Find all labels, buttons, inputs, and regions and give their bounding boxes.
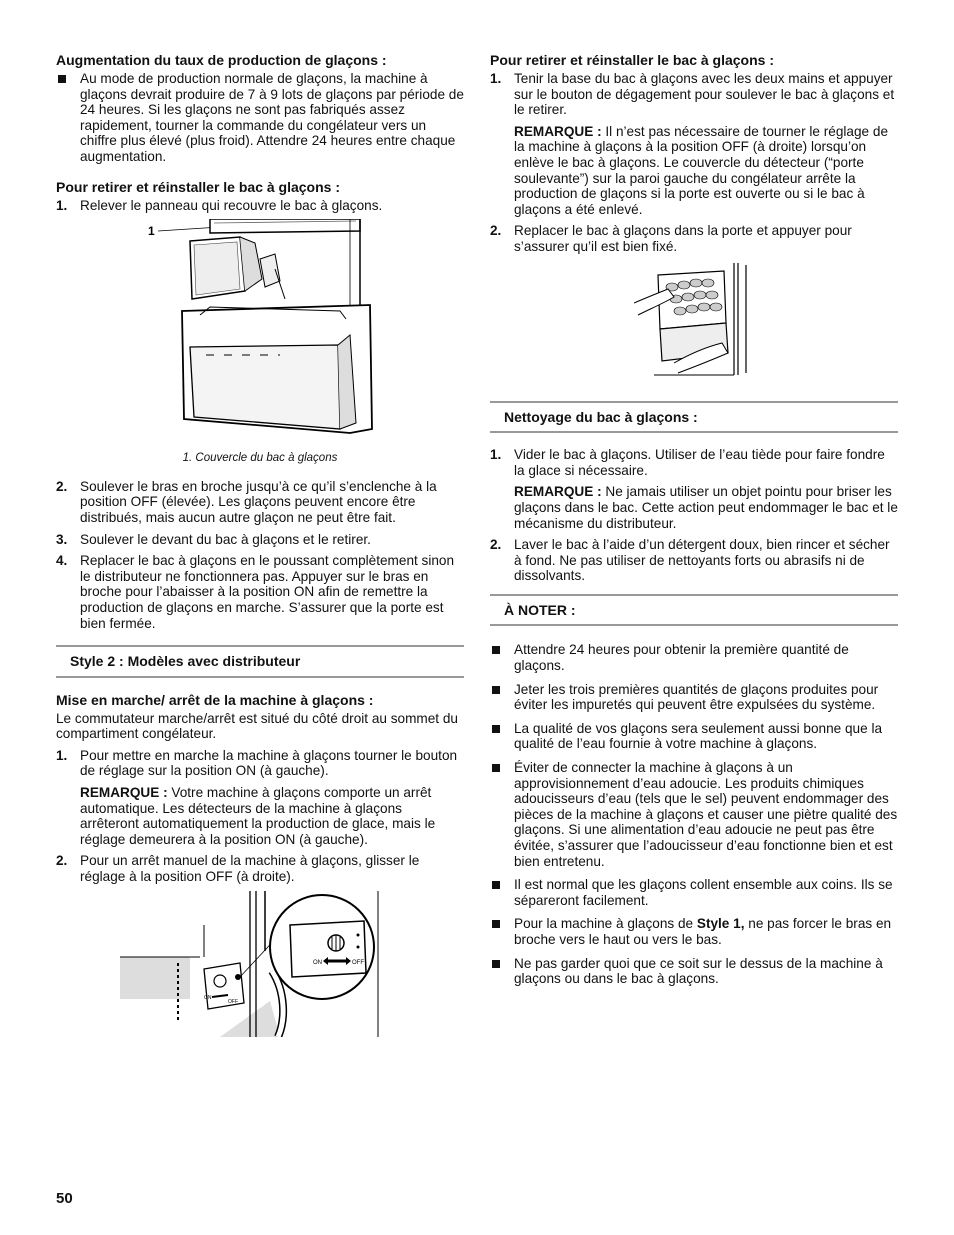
on-off-switch-illustration xyxy=(120,891,400,1037)
bullet-square-icon xyxy=(492,764,500,772)
step-text: Replacer le bac à glaçons dans la porte et appuyer pour s’assurer qu’il est bien fixé. xyxy=(514,223,852,254)
step-number: 2. xyxy=(490,223,502,239)
note-label: REMARQUE : xyxy=(514,123,602,139)
bullet-text: Éviter de connecter la machine à glaçons à un approvisionnement d’eau adoucie. Les produits chimiques adoucisseurs d’eau (tels que le sel) peuvent endommager des pièces de la machine à glaçons et causer une piètre qualité des glaçons. Si une alimentation d’eau adoucie ne peut pas être évitée, s’assurer que l’adoucisseur d’eau fonctionne bien et est bien entretenu. xyxy=(514,760,898,869)
off-label: OFF xyxy=(352,959,364,966)
notes-heading: À NOTER : xyxy=(490,594,898,627)
step-1 xyxy=(56,198,464,214)
step-text: Soulever le bras en broche jusqu’à ce qu’il s’enclenche à la position OFF (élevée). Les glaçons peuvent encore être distribués, mais aucun autre glaçon ne peut être fait. xyxy=(80,478,437,525)
bullet-text: Attendre 24 heures pour obtenir la première quantité de glaçons. xyxy=(514,642,849,674)
note-text: Ne jamais utiliser un objet pointu pour briser les glaçons dans le bac. Cette action peut endommager le bac et le mécanisme du distributeur. xyxy=(514,484,898,531)
section-title-remove-bin: Pour retirer et réinstaller le bac à glaçons : xyxy=(56,178,340,195)
ice-bin-cover-illustration xyxy=(110,219,410,447)
step-3 xyxy=(56,532,464,548)
note-text: Votre machine à glaçons comporte un arrêt automatique. Les détecteurs de la machine à glaçons arrêteront automatiquement la production de glace, mais le réglage demeurera à la position ON (à gauche). xyxy=(80,785,436,847)
list-item xyxy=(56,71,464,165)
bullet-square-icon xyxy=(58,75,66,83)
step-number: 1. xyxy=(490,71,502,86)
bullet-text: Jeter les trois premières quantités de glaçons produites pour éviter les impuretés qui peuvent être expulsées du système. xyxy=(514,681,879,713)
figure-caption: 1. Couvercle du bac à glaçons xyxy=(182,452,338,465)
on-off-intro: Le commutateur marche/arrêt est situé du côté droit au sommet du compartiment congélateur. xyxy=(56,710,458,742)
style2-heading: Style 2 : Modèles avec distributeur xyxy=(56,645,464,678)
bullet-text: Il est normal que les glaçons collent ensemble aux coins. Ils se sépareront facilement. xyxy=(514,877,893,908)
left-column xyxy=(56,52,464,1037)
step-number: 4. xyxy=(56,553,68,569)
bullet-square-icon xyxy=(492,646,500,654)
list-item xyxy=(490,721,898,752)
step-1 xyxy=(56,748,464,848)
bullet-square-icon xyxy=(492,881,500,889)
note xyxy=(514,124,898,218)
note-label: REMARQUE : xyxy=(514,484,602,500)
step-text: Pour un arrêt manuel de la machine à glaçons, glisser le réglage à la position OFF (à droite). xyxy=(80,853,420,885)
bullet-square-icon xyxy=(492,686,500,694)
list-item xyxy=(490,682,898,713)
note-label: REMARQUE : xyxy=(80,785,168,801)
note-text: Il n’est pas nécessaire de tourner le réglage de la machine à glaçons à la position OFF (à droite) lorsqu’on enlève le bac à glaçons. Le couvercle du détecteur (“porte soulevante”) sur la paroi gauche du congélateur arrête la production de glaçons si la porte est ouverte ou si le bac à glaçons a été enlevé. xyxy=(514,123,889,217)
list-item xyxy=(490,956,898,987)
off-label-small: OFF xyxy=(228,998,238,1005)
page-number: 50 xyxy=(56,1190,73,1207)
on-label-small: ON xyxy=(204,994,212,1001)
bullet-text: La qualité de vos glaçons sera seulement aussi bonne que la qualité de l’eau fournie à votre machine à glaçons. xyxy=(514,720,883,752)
on-label: ON xyxy=(313,959,322,966)
ice-bin-removal-illustration xyxy=(634,263,754,379)
bullet-bold-text: Style 1, xyxy=(696,916,745,932)
step-number: 1. xyxy=(490,447,502,463)
step-number: 3. xyxy=(56,531,68,547)
step-2 xyxy=(56,479,464,526)
step-text: Laver le bac à l’aide d’un détergent doux, bien rincer et sécher à fond. Ne pas utiliser de nettoyants forts ou abrasifs ni de dissolvants. xyxy=(514,537,890,584)
step-text: Pour mettre en marche la machine à glaçons tourner le bouton de réglage sur la position ON (à gauche). xyxy=(80,747,458,779)
note xyxy=(514,484,898,531)
cleaning-heading: Nettoyage du bac à glaçons : xyxy=(490,401,898,434)
note xyxy=(80,785,464,847)
step-number: 2. xyxy=(56,478,68,494)
bullet-text: ne pas forcer le bras en broche vers le haut ou vers le bas. xyxy=(514,916,892,947)
step-4 xyxy=(56,553,464,631)
figure-callout-1: 1 xyxy=(148,224,155,239)
step-text: Relever le panneau qui recouvre le bac à glaçons. xyxy=(80,197,383,213)
step-text: Replacer le bac à glaçons en le poussant complètement sinon le distributeur ne fonctionnera pas. Appuyer sur le bras en broche pour l’abaisser à la position ON afin de remettre la production de glaçons en marche. S’assurer que la porte est bien fermée. xyxy=(80,553,455,631)
bullet-square-icon xyxy=(492,725,500,733)
bullet-text: Pour la machine à glaçons de xyxy=(514,916,697,932)
section-title-remove-bin-style2: Pour retirer et réinstaller le bac à glaçons : xyxy=(490,52,774,68)
step-text: Soulever le devant du bac à glaçons et le retirer. xyxy=(80,531,371,547)
step-1 xyxy=(490,71,898,217)
list-item xyxy=(490,642,898,673)
right-column xyxy=(490,52,898,995)
step-2 xyxy=(490,223,898,254)
step-text: Tenir la base du bac à glaçons avec les deux mains et appuyer sur le bouton de dégagement pour soulever le bac à glaçons et le retirer. xyxy=(514,71,895,118)
bullet-square-icon xyxy=(492,960,500,968)
step-number: 1. xyxy=(56,747,68,763)
bullet-text: Au mode de production normale de glaçons, la machine à glaçons devrait produire de 7 à 9 lots de glaçons par période de 24 heures. Si les glaçons ne sont pas fabriqués assez rapidement, tourner la commande du congélateur vers un chiffre plus élevé (plus froid). Attendre 24 heures entre chaque augmentation. xyxy=(80,71,464,164)
step-number: 1. xyxy=(56,197,68,213)
step-1 xyxy=(490,447,898,531)
step-number: 2. xyxy=(56,853,68,869)
list-item xyxy=(490,760,898,869)
step-number: 2. xyxy=(490,537,502,553)
section-title-increase-production: Augmentation du taux de production de glaçons : xyxy=(56,52,387,68)
step-2 xyxy=(490,537,898,584)
list-item xyxy=(490,877,898,908)
list-item xyxy=(490,916,898,947)
bullet-square-icon xyxy=(492,920,500,928)
step-text: Vider le bac à glaçons. Utiliser de l’eau tiède pour faire fondre la glace si nécessaire. xyxy=(514,447,885,478)
section-title-on-off: Mise en marche/ arrêt de la machine à glaçons : xyxy=(56,691,374,708)
step-2 xyxy=(56,853,464,884)
bullet-text: Ne pas garder quoi que ce soit sur le dessus de la machine à glaçons ou dans le bac à glaçons. xyxy=(514,955,883,987)
